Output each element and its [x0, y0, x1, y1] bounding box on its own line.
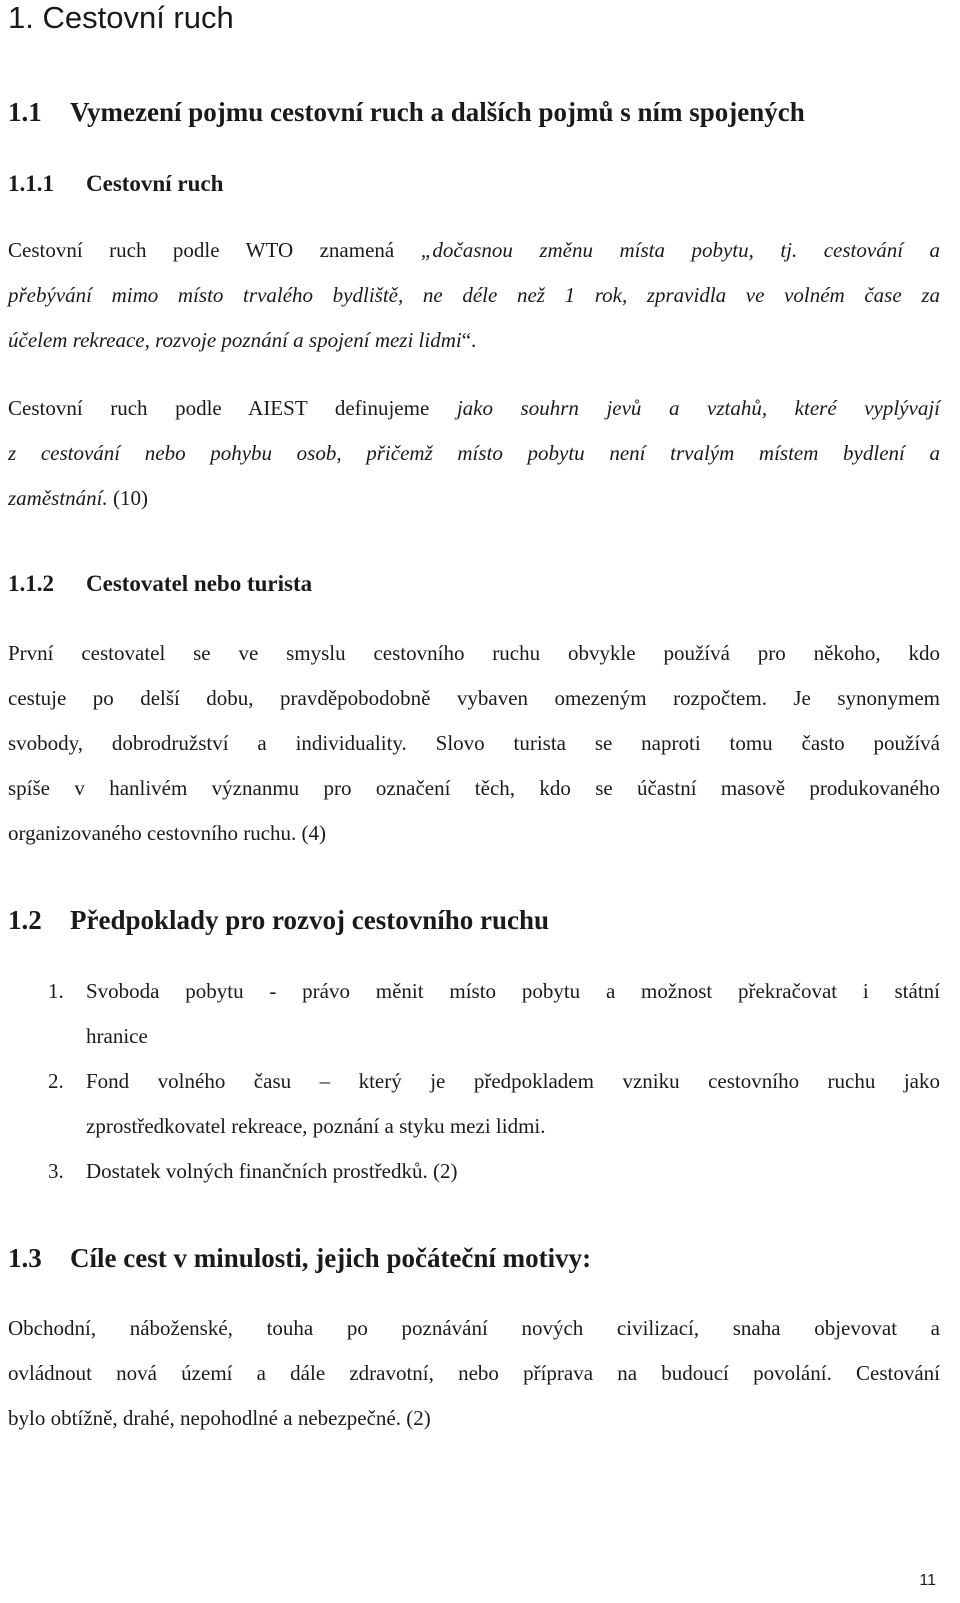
section-heading-1-3 — [8, 1242, 591, 1274]
paragraph-wto-definition: Cestovní ruch podle WTO znamená „dočasnou změnu místa pobytu, tj. cestování a přebývání mimo místo trvalého bydliště, ne déle než 1 rok, zpravidla ve volném čase za účelem rekreace, rozvoje poznání a spojení mezi lidmi“. — [8, 238, 940, 352]
subsection-title: Cestovní ruch — [86, 171, 224, 196]
paragraph-travel-motives: Obchodní, náboženské, touha po poznávání nových civilizací, snaha objevovat a ovládnout nová území a dále zdravotní, nebo příprava na budoucí povolání. Cestování bylo obtížně, drahé, nepohodlné a nebezpečné. (2) — [8, 1316, 940, 1430]
subsection-number: 1.1.2 — [8, 571, 54, 596]
chapter-number: 1. — [8, 0, 34, 35]
chapter-title: Cestovní ruch — [42, 0, 234, 35]
page-number: 11 — [919, 1572, 936, 1589]
subsection-title: Cestovatel nebo turista — [86, 571, 313, 596]
list-item: 2. Fond volného času – který je předpokladem vzniku cestovního ruchu jako zprostředkovatel rekreace, poznání a styku mezi lidmi. — [48, 1069, 940, 1138]
paragraph-traveler-tourist: První cestovatel se ve smyslu cestovního ruchu obvykle používá pro někoho, kdo cestuje po delší dobu, pravděpobodobně vybaven omezeným rozpočtem. Je synonymem svobody, dobrodružství a individuality. Slovo turista se naproti tomu často používá spíše v hanlivém význanmu pro označení těch, kdo se účastní masově produkovaného organizovaného cestovního ruchu. (4) — [8, 641, 940, 845]
section-number: 1.1 — [8, 97, 42, 127]
subsection-heading-1-1-1 — [8, 170, 223, 198]
section-title: Cíle cest v minulosti, jejich počáteční motivy: — [70, 1243, 592, 1273]
list-item: 3. Dostatek volných finančních prostředků. (2) — [48, 1159, 458, 1183]
section-title: Vymezení pojmu cestovní ruch a dalších pojmů s ním spojených — [70, 97, 805, 127]
section-title: Předpoklady pro rozvoj cestovního ruchu — [70, 905, 550, 935]
subsection-number: 1.1.1 — [8, 171, 54, 196]
section-number: 1.3 — [8, 1243, 42, 1273]
section-number: 1.2 — [8, 905, 42, 935]
list-item: 1. Svoboda pobytu - právo měnit místo pobytu a možnost překračovat i státní hranice — [48, 979, 940, 1048]
chapter-heading — [8, 0, 234, 36]
prerequisites-list — [8, 969, 940, 1194]
section-heading-1-1 — [8, 96, 805, 128]
section-heading-1-2 — [8, 904, 549, 936]
subsection-heading-1-1-2 — [8, 570, 312, 598]
paragraph-aiest-definition: Cestovní ruch podle AIEST definujeme jako souhrn jevů a vztahů, které vyplývají z cestování nebo pohybu osob, přičemž místo pobytu není trvalým místem bydlení a zaměstnání. (10) — [8, 396, 940, 510]
